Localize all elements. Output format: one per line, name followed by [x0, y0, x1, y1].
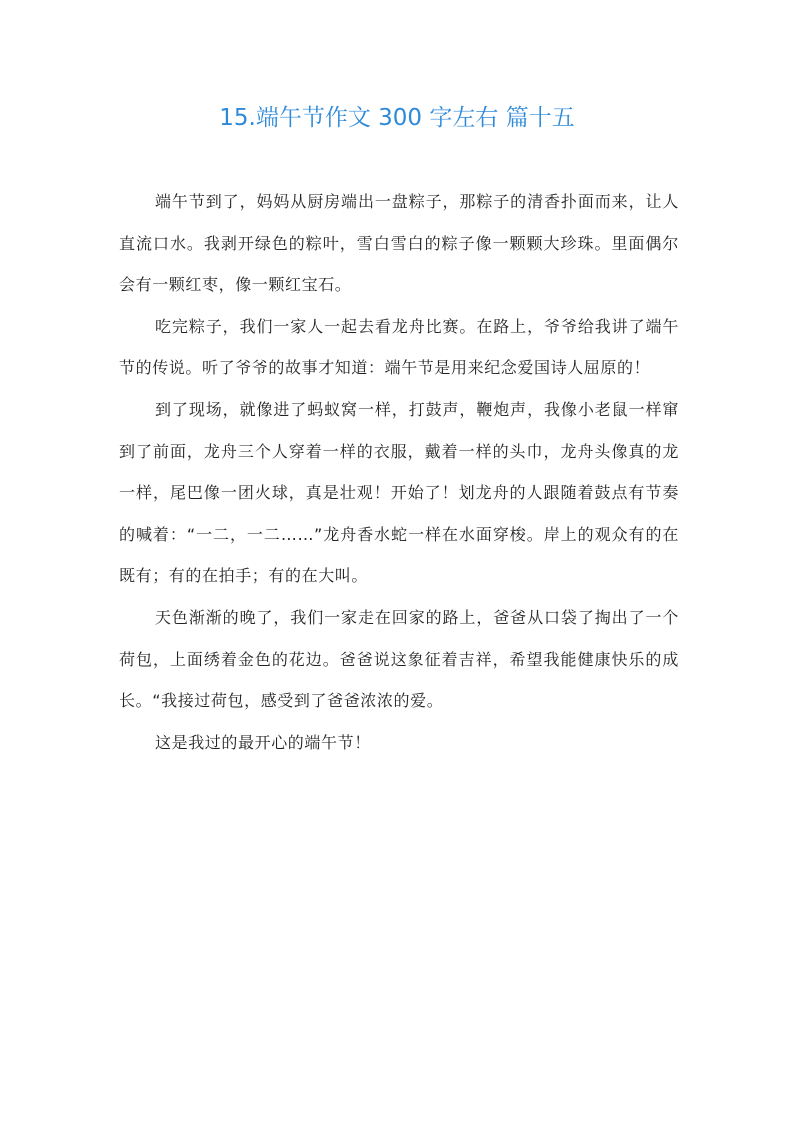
paragraph-5: 这是我过的最开心的端午节！ — [155, 732, 371, 752]
paragraph-4: 天色渐渐的晚了，我们一家走在回家的路上，爸爸从口袋了掏出了一个荷包，上面绣着金色的花边。爸爸说这象征着吉祥，希望我能健康快乐的成长。“我接过荷包，感受到了爸爸浓浓的爱。 — [119, 607, 679, 711]
document-body — [119, 181, 679, 763]
paragraph-2: 吃完粽子，我们一家人一起去看龙舟比赛。在路上，爷爷给我讲了端午节的传说。听了爷爷的故事才知道：端午节是用来纪念爱国诗人屈原的！ — [119, 316, 679, 378]
paragraph-1: 端午节到了，妈妈从厨房端出一盘粽子，那粽子的清香扑面而来，让人直流口水。我剥开绿色的粽叶，雪白雪白的粽子像一颗颗大珍珠。里面偶尔会有一颗红枣，像一颗红宝石。 — [119, 192, 679, 295]
paragraph-3: 到了现场，就像进了蚂蚁窝一样，打鼓声，鞭炮声，我像小老鼠一样窜到了前面，龙舟三个人穿着一样的衣服，戴着一样的头巾，龙舟头像真的龙一样，尾巴像一团火球，真是壮观！开始了！划龙舟的人跟随着鼓点有节奏的喊着：“一二，一二……”龙舟香水蛇一样在水面穿梭。岸上的观众有的在既有；有的在拍手；有的在大叫。 — [119, 399, 679, 586]
document-title: 15.端午节作文 300 字左右 篇十五 — [219, 105, 575, 131]
